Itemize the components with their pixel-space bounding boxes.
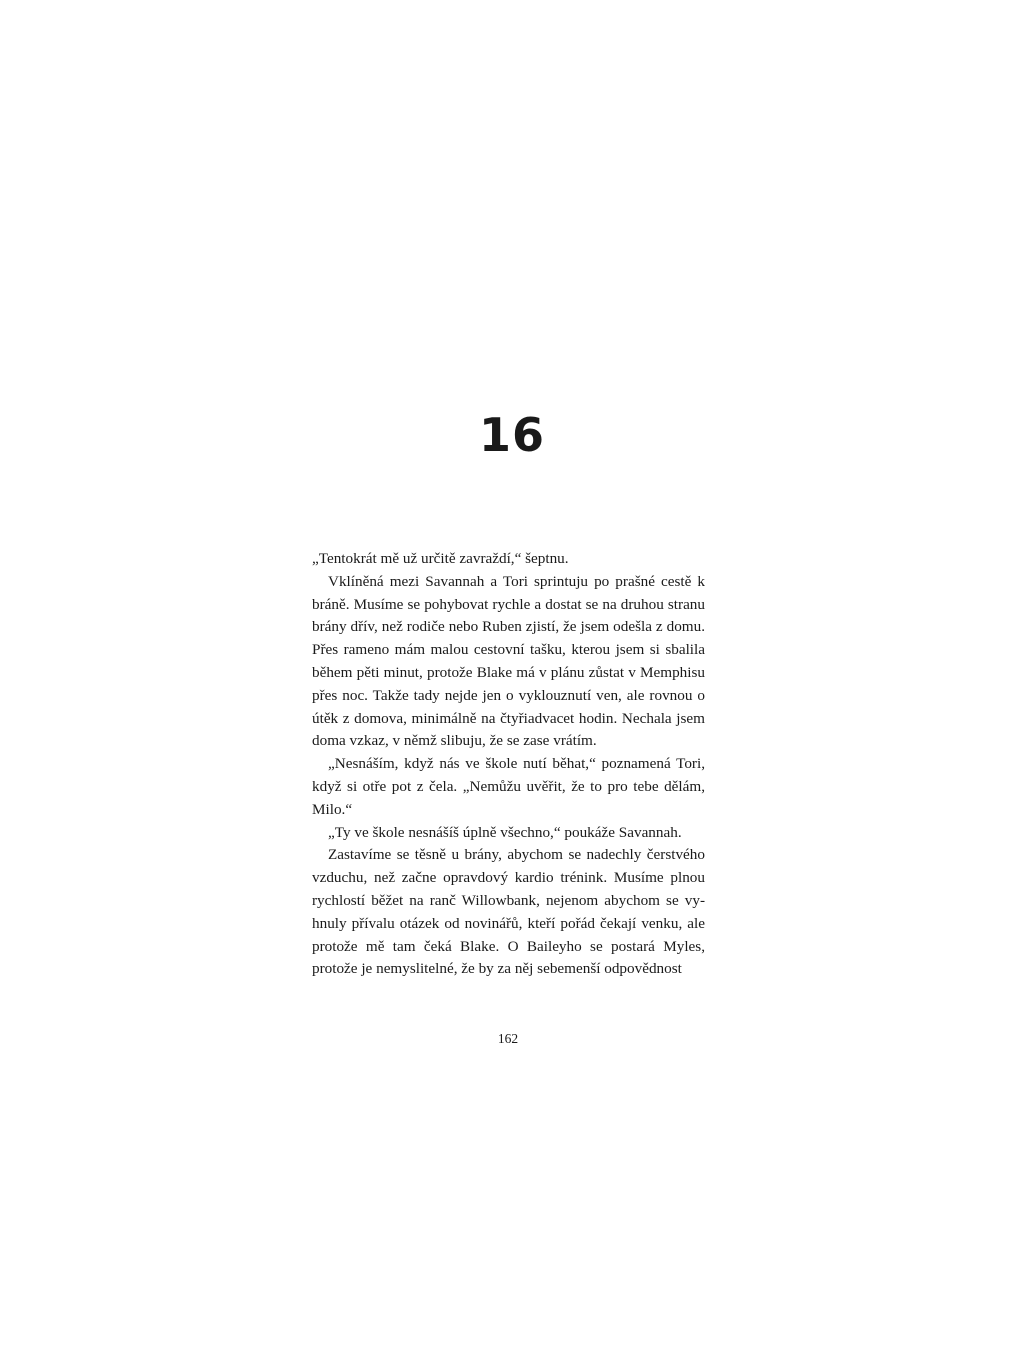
paragraph: Zastavíme se těsně u brány, abychom se nadechly čerstvého vzduchu, než začne opravdový kardio trénink. Musíme plnou rychlostí běžet na ranč Willowbank, nejenom abychom se vyhnuly přívalu otázek od novinářů, kteří pořád čekají venku, ale protože mě tam čeká Blake. O Baileyho se postará Myles, protože je nemyslitelné, že by za něj sebemenší odpovědnost <box>312 846 705 978</box>
paragraph: „Nesnáším, když nás ve škole nutí běhat,“ poznamená Tori, když si otře pot z čela. „Nemůžu uvěřit, že to pro tebe dělám, Milo.“ <box>312 755 705 818</box>
chapter-number: 16 <box>478 408 545 462</box>
paragraph: Vklíněná mezi Savannah a Tori sprintuju po prašné cestě k bráně. Musíme se pohybovat rychle a dostat se na druhou stranu brány dřív, než rodiče nebo Ruben zjistí, že jsem odešla z domu. Přes rameno mám malou cestovní tašku, kterou jsem si sbalila během pěti minut, protože Blake má v plánu zůstat v Memphisu přes noc. Takže tady nejde jen o vyklouznutí ven, ale rovnou o útěk z domova, minimálně na čtyřiadvacet hodin. Nechala jsem doma vzkaz, v němž slibuju, že se zase vrátím. <box>312 572 705 750</box>
paragraph: „Tentokrát mě už určitě zavraždí,“ šeptnu. <box>312 550 569 567</box>
page-number: 162 <box>497 1031 519 1046</box>
chapter-body <box>312 548 705 981</box>
paragraph: „Ty ve škole nesnášíš úplně všechno,“ poukáže Savannah. <box>328 823 682 841</box>
